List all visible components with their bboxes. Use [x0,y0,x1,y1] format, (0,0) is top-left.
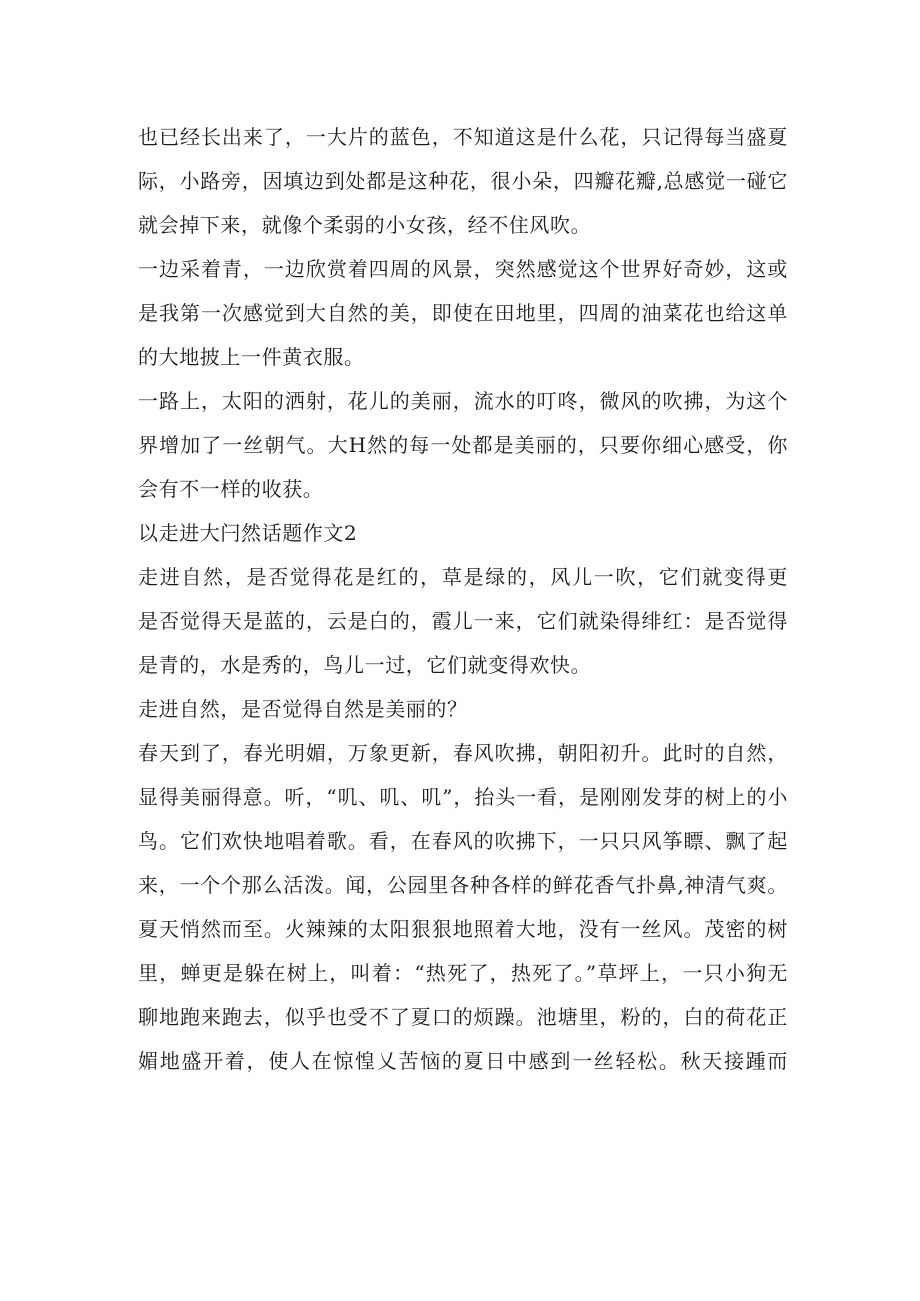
text-line: 是青的，水是秀的，鸟儿一过，它们就变得欢快。 [138,653,592,677]
text-line: 显得美丽得意。听，“叽、叽、叽”，抬头一看，是刚刚发芽的树上的小 [138,785,788,809]
text-line: 际，小路旁，因填边到处都是这种花，很小朵，四瓣花瓣,总感觉一碰它 [138,169,788,193]
document-body [138,115,788,1083]
text-line: 走进自然，是否觉得花是红的，草是绿的，风儿一吹，它们就变得更 [138,565,788,589]
text-line: 一路上，太阳的洒射，花儿的美丽，流水的叮咚，微风的吹拂，为这个 [138,389,788,413]
text-line: 媚地盛开着，使人在惊惶乂苦恼的夏日中感到一丝轻松。秋天接踵而 [138,1049,788,1073]
text-line: 是否觉得天是蓝的，云是白的，霞儿一来，它们就染得绯红：是否觉得 [138,609,788,633]
text-line: 的大地披上一件黄衣服。 [138,345,365,369]
text-line: 走进自然，是否觉得自然是美丽的？ [138,697,468,721]
text-line: 聊地跑来跑去，似乎也受不了夏口的烦躁。池塘里，粉的，白的荷花正 [138,1005,788,1029]
text-line: 夏天悄然而至。火辣辣的太阳狠狠地照着大地，没有一丝风。茂密的树 [138,917,788,941]
text-line: 是我第一次感觉到大自然的美，即使在田地里，四周的油菜花也给这单 [138,301,788,325]
text-line: 一边采着青，一边欣赏着四周的风景，突然感觉这个世界好奇妙，这或 [138,257,788,281]
text-line: 界增加了一丝朝气。大H然的每一处都是美丽的，只要你细心感受，你 [138,433,788,457]
text-line: 会有不一样的收获。 [138,477,324,501]
text-line: 里，蝉更是躲在树上，叫着：“热死了，热死了。”草坪上，一只小狗无 [138,961,788,985]
text-line: 也已经长出来了，一大片的蓝色，不知道这是什么花，只记得每当盛夏 [138,125,788,149]
text-line: 春天到了，春光明媚，万象更新，春风吹拂，朝阳初升。此时的自然， [138,741,788,765]
text-line: 来，一个个那么活泼。闻，公园里各种各样的鲜花香气扑鼻,神清气爽。 [138,873,788,897]
text-line: 鸟。它们欢快地唱着歌。看，在春风的吹拂下，一只只风筝瞟、飘了起 [138,829,788,853]
text-line: 就会掉下来，就像个柔弱的小女孩，经不住风吹。 [138,213,592,237]
text-line: 以走进大闩然话题作文2 [138,521,358,545]
